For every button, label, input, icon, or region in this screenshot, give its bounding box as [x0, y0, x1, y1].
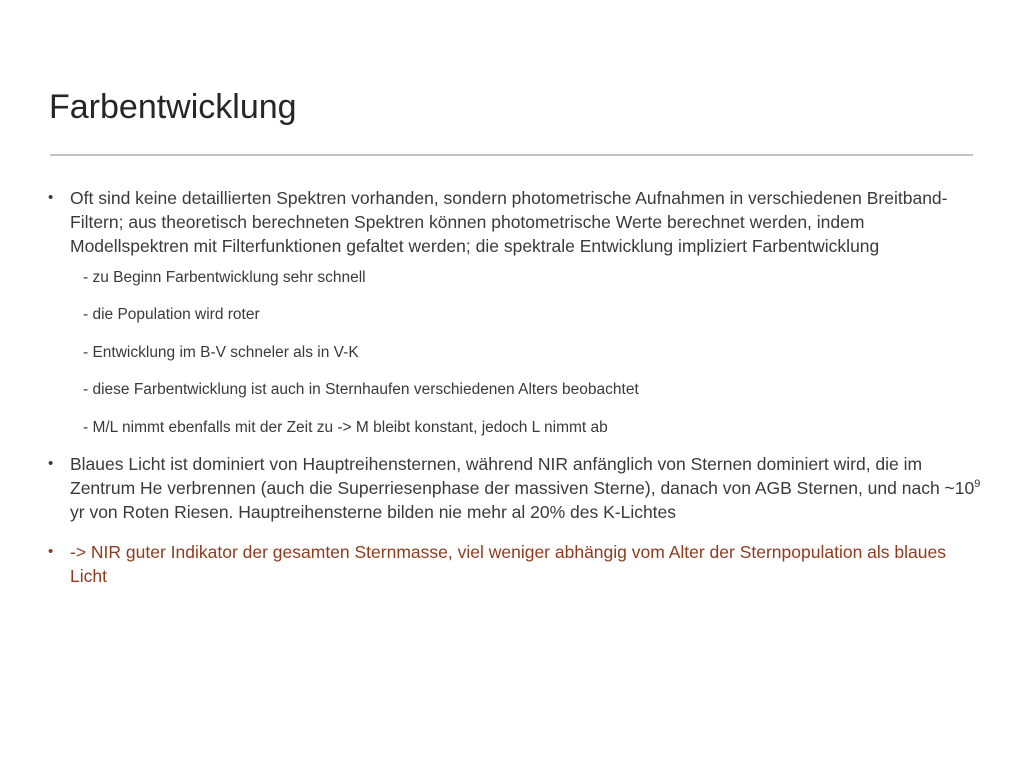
sub-item: - zu Beginn Farbentwicklung sehr schnell — [83, 269, 366, 286]
bullet-marker: • — [48, 189, 54, 206]
bullet-marker: • — [48, 454, 54, 472]
bullet-text — [70, 454, 980, 522]
sub-item: - M/L nimmt ebenfalls mit der Zeit zu -> M bleibt konstant, jedoch L nimmt ab — [83, 418, 608, 436]
bullet-text: -> NIR guter Indikator der gesamten Sternmasse, viel weniger abhängig vom Alter der Sternpopulation als blaues Licht — [70, 541, 946, 586]
bullet-blue-light — [48, 452, 983, 524]
slide-title: Farbentwicklung — [49, 88, 297, 126]
sub-item: - die Population wird roter — [83, 306, 260, 324]
exponent: 9 — [974, 477, 981, 490]
bullet-nir-conclusion — [48, 540, 983, 588]
slide-content — [48, 186, 983, 588]
bullet-text-part1: Blaues Licht ist dominiert von Hauptreihensternen, während NIR anfänglich von Sternen dominiert wird, die im Zentrum He verbrennen (auch die Superriesenphase der massiven Sterne), danach von AGB Sternen, und nach ~10 — [70, 453, 975, 498]
sub-item: - Entwicklung im B-V schneler als in V-K — [83, 343, 359, 361]
bullet-photometry — [48, 186, 983, 258]
bullet-text: Oft sind keine detaillierten Spektren vorhanden, sondern photometrische Aufnahmen in verschiedenen Breitband-Filtern; aus theoretisch berechneten Spektren können photometrische Werte berechnet werden, indem Modellspektren mit Filterfunktionen gefaltet werden; die spektrale Entwicklung impliziert Farbentwicklung — [70, 188, 948, 256]
bullet-marker: • — [48, 542, 54, 560]
sub-list — [48, 268, 983, 438]
bullet-text-part2: yr von Roten Riesen. Hauptreihensterne bilden nie mehr al 20% des K-Lichtes — [70, 501, 677, 522]
title-divider — [50, 154, 973, 156]
sub-item: - diese Farbentwicklung ist auch in Sternhaufen verschiedenen Alters beobachtet — [83, 381, 639, 399]
